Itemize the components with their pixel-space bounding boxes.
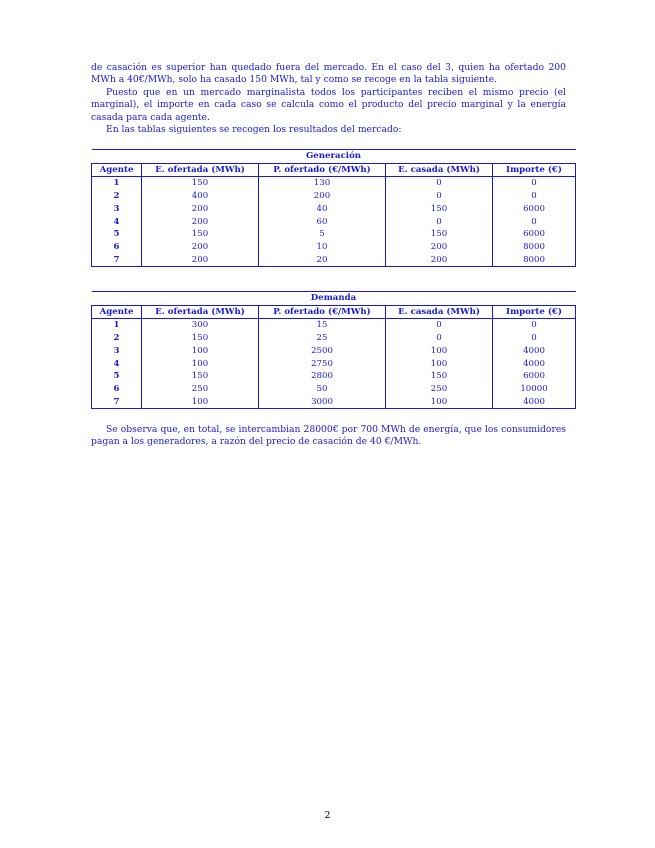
column-header-matched-energy: E. casada (MWh)	[386, 305, 493, 319]
agent-cell: 7	[92, 396, 142, 409]
table-row	[92, 345, 576, 358]
offered-price-cell: 200	[259, 190, 386, 203]
agent-cell: 6	[92, 241, 142, 254]
closing-paragraph: Se observa que, en total, se intercambian 28000€ por 700 MWh de energía, que los consumidores pagan a los generadores, a razón del precio de casación de 40 €/MWh.	[91, 424, 566, 448]
matched-energy-cell: 100	[386, 396, 493, 409]
offered-price-cell: 15	[259, 319, 386, 332]
column-header-agent: Agente	[92, 305, 142, 319]
generation-table	[91, 149, 576, 267]
column-header-amount: Importe (€)	[493, 305, 576, 319]
agent-cell: 1	[92, 177, 142, 190]
table-row	[92, 254, 576, 267]
demand-table-title: Demanda	[92, 292, 576, 306]
agent-cell: 5	[92, 370, 142, 383]
offered-energy-cell: 300	[142, 319, 259, 332]
amount-cell: 6000	[493, 203, 576, 216]
generation-table-body	[92, 177, 576, 267]
amount-cell: 0	[493, 216, 576, 229]
agent-cell: 6	[92, 383, 142, 396]
column-header-offered-price: P. ofertado (€/MWh)	[259, 305, 386, 319]
offered-price-cell: 50	[259, 383, 386, 396]
offered-price-cell: 5	[259, 228, 386, 241]
table-row	[92, 370, 576, 383]
amount-cell: 0	[493, 177, 576, 190]
column-header-matched-energy: E. casada (MWh)	[386, 163, 493, 177]
offered-energy-cell: 200	[142, 241, 259, 254]
offered-energy-cell: 150	[142, 370, 259, 383]
agent-cell: 7	[92, 254, 142, 267]
matched-energy-cell: 150	[386, 203, 493, 216]
matched-energy-cell: 150	[386, 370, 493, 383]
matched-energy-cell: 200	[386, 254, 493, 267]
offered-energy-cell: 150	[142, 177, 259, 190]
generation-table-title: Generación	[92, 150, 576, 164]
matched-energy-cell: 0	[386, 177, 493, 190]
matched-energy-cell: 200	[386, 241, 493, 254]
offered-energy-cell: 200	[142, 203, 259, 216]
matched-energy-cell: 0	[386, 332, 493, 345]
table-row	[92, 177, 576, 190]
amount-cell: 4000	[493, 345, 576, 358]
offered-energy-cell: 100	[142, 396, 259, 409]
table-row	[92, 332, 576, 345]
offered-price-cell: 25	[259, 332, 386, 345]
table-row	[92, 383, 576, 396]
agent-cell: 4	[92, 358, 142, 371]
table-row	[92, 203, 576, 216]
agent-cell: 4	[92, 216, 142, 229]
offered-price-cell: 10	[259, 241, 386, 254]
table-row	[92, 228, 576, 241]
offered-energy-cell: 100	[142, 345, 259, 358]
offered-price-cell: 2750	[259, 358, 386, 371]
amount-cell: 8000	[493, 254, 576, 267]
agent-cell: 2	[92, 190, 142, 203]
intro-text	[91, 62, 566, 136]
agent-cell: 3	[92, 345, 142, 358]
table-row	[92, 319, 576, 332]
agent-cell: 3	[92, 203, 142, 216]
table-row	[92, 358, 576, 371]
offered-energy-cell: 250	[142, 383, 259, 396]
table-row	[92, 190, 576, 203]
offered-energy-cell: 400	[142, 190, 259, 203]
matched-energy-cell: 100	[386, 358, 493, 371]
amount-cell: 6000	[493, 370, 576, 383]
intro-paragraph-3: En las tablas siguientes se recogen los resultados del mercado:	[106, 124, 402, 136]
generation-table-wrapper	[91, 149, 575, 267]
column-header-amount: Importe (€)	[493, 163, 576, 177]
matched-energy-cell: 100	[386, 345, 493, 358]
table-row	[92, 216, 576, 229]
matched-energy-cell: 0	[386, 190, 493, 203]
offered-energy-cell: 150	[142, 228, 259, 241]
table-row	[92, 241, 576, 254]
matched-energy-cell: 250	[386, 383, 493, 396]
offered-price-cell: 60	[259, 216, 386, 229]
amount-cell: 4000	[493, 358, 576, 371]
amount-cell: 0	[493, 190, 576, 203]
amount-cell: 0	[493, 319, 576, 332]
offered-energy-cell: 200	[142, 254, 259, 267]
column-header-offered-energy: E. ofertada (MWh)	[142, 163, 259, 177]
intro-paragraph-1: de casación es superior han quedado fuera del mercado. En el caso del 3, quien ha ofertado 200 MWh a 40€/MWh, solo ha casado 150 MWh, tal y como se recoge en la tabla siguiente.	[91, 62, 566, 86]
page-number: 2	[324, 810, 331, 821]
offered-price-cell: 130	[259, 177, 386, 190]
intro-paragraph-2: Puesto que en un mercado marginalista todos los participantes reciben el mismo precio (el marginal), el importe en cada caso se calcula como el producto del precio marginal y la energía casada para cada agente.	[91, 86, 566, 123]
table-row	[92, 396, 576, 409]
offered-price-cell: 2800	[259, 370, 386, 383]
agent-cell: 2	[92, 332, 142, 345]
demand-table	[91, 291, 576, 409]
offered-price-cell: 3000	[259, 396, 386, 409]
offered-energy-cell: 100	[142, 358, 259, 371]
offered-price-cell: 2500	[259, 345, 386, 358]
matched-energy-cell: 150	[386, 228, 493, 241]
matched-energy-cell: 0	[386, 216, 493, 229]
offered-energy-cell: 150	[142, 332, 259, 345]
amount-cell: 10000	[493, 383, 576, 396]
amount-cell: 6000	[493, 228, 576, 241]
amount-cell: 8000	[493, 241, 576, 254]
column-header-offered-price: P. ofertado (€/MWh)	[259, 163, 386, 177]
matched-energy-cell: 0	[386, 319, 493, 332]
demand-table-body	[92, 319, 576, 409]
offered-price-cell: 20	[259, 254, 386, 267]
column-header-agent: Agente	[92, 163, 142, 177]
column-header-offered-energy: E. ofertada (MWh)	[142, 305, 259, 319]
closing-text	[91, 424, 566, 449]
amount-cell: 0	[493, 332, 576, 345]
offered-energy-cell: 200	[142, 216, 259, 229]
amount-cell: 4000	[493, 396, 576, 409]
agent-cell: 5	[92, 228, 142, 241]
demand-table-wrapper	[91, 291, 575, 409]
offered-price-cell: 40	[259, 203, 386, 216]
agent-cell: 1	[92, 319, 142, 332]
